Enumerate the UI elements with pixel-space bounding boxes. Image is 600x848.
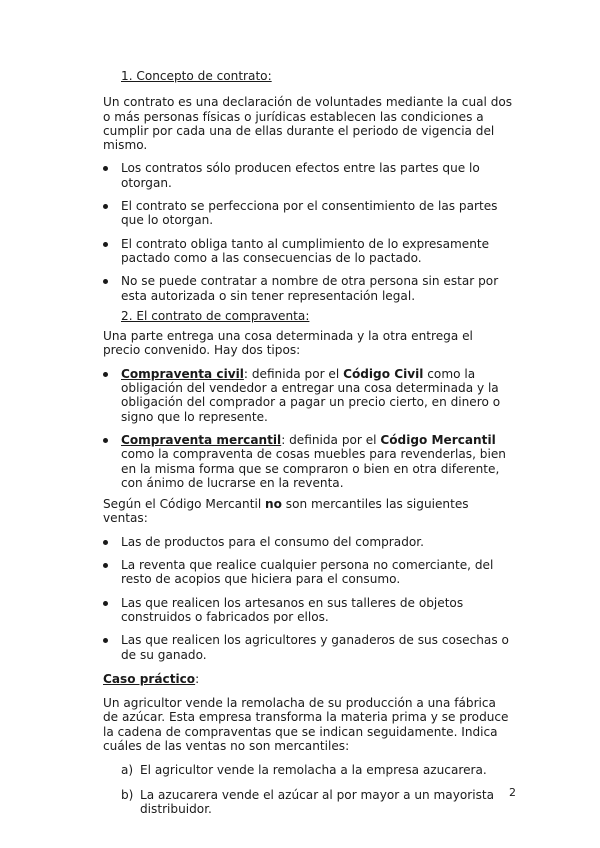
list-item-civil: Compraventa civil: definida por el Código Civil como la obligación del vendedor a entregar una cosa determinada y la obligación del comprador a pagar un precio cierto, en dinero o signo que lo represente. [103,367,513,424]
list-item: Los contratos sólo producen efectos entre las partes que lo otorgan. [103,161,513,190]
bullet-icon [103,372,108,377]
list-item: Las que realicen los agricultores y ganaderos de sus cosechas o de su ganado. [103,633,513,662]
bullet-icon [103,204,108,209]
bullet-icon [103,279,108,284]
codigo-mercantil-line: Según el Código Mercantil no son mercantiles las siguientes ventas: [103,497,469,526]
list-item: Las que realicen los artesanos en sus talleres de objetos construidos o fabricados por ellos. [103,596,513,625]
list-marker: b) [121,787,134,802]
intro-paragraph: Un contrato es una declaración de voluntades mediante la cual dos o más personas físicas o jurídicas establecen las condiciones a cumplir por cada una de ellas durante el periodo de vigencia del mismo. [103,95,513,153]
bullet-icon [103,601,108,606]
section-heading-2: 2. El contrato de compraventa: [121,308,310,323]
bullet-icon [103,540,108,545]
case-heading: Caso práctico: [103,671,200,686]
code-mercantil: Código Mercantil [380,432,496,447]
compraventa-types-list [103,367,513,490]
page-number: 2 [509,786,516,799]
non-mercantile-list [103,535,513,662]
case-items-list [103,763,513,816]
bullet-icon [103,166,108,171]
code-civil: Código Civil [343,366,424,381]
term-mercantil: Compraventa mercantil [121,432,282,447]
bullet-icon [103,563,108,568]
bullet-icon [103,638,108,643]
list-item: La reventa que realice cualquier persona no comerciante, del resto de acopios que hiciera para el consumo. [103,558,513,587]
case-paragraph: Un agricultor vende la remolacha de su producción a una fábrica de azúcar. Esta empresa transforma la materia prima y se produce la cadena de compraventas que se indican seguidamente. Indica cuáles de las ventas no son mercantiles: [103,696,509,753]
bullet-icon [103,242,108,247]
list-item: El contrato obliga tanto al cumplimiento de lo expresamente pactado como a las consecuencias de lo pactado. [103,237,513,266]
list-item-mercantil: Compraventa mercantil: definida por el Código Mercantil como la compraventa de cosas muebles para revenderlas, bien en la misma forma que se compraron o bien en otra diferente, con ánimo de lucrarse en la reventa. [103,433,513,490]
contract-bullet-list [103,161,513,302]
section-heading-1: 1. Concepto de contrato: [121,69,272,83]
term-civil: Compraventa civil [121,366,244,381]
bullet-icon [103,438,108,443]
list-marker: a) [121,763,134,778]
page-content [103,69,513,816]
list-item: Las de productos para el consumo del comprador. [103,535,513,549]
list-item: El contrato se perfecciona por el consentimiento de las partes que lo otorgan. [103,199,513,228]
list-item: a) El agricultor vende la remolacha a la empresa azucarera. [121,763,487,778]
compraventa-intro: Una parte entrega una cosa determinada y la otra entrega el precio convenido. Hay dos tipos: [103,329,473,358]
list-item: No se puede contratar a nombre de otra persona sin estar por esta autorizada o sin tener representación legal. [103,274,513,303]
list-item: b) La azucarera vende el azúcar al por mayor a un mayorista distribuidor. [121,787,495,816]
